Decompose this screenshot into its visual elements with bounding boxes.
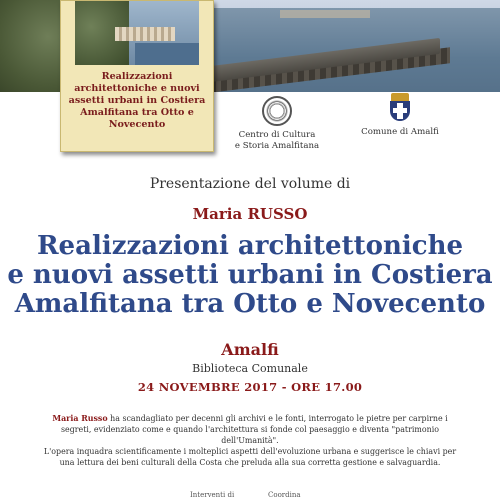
footer-label-speakers: Interventi di (190, 491, 235, 499)
title-line-1: Realizzazioni architettoniche (36, 231, 464, 261)
title-line-2: e nuovi assetti urbani in Costiera (7, 260, 493, 290)
presentation-line: Presentazione del volume di (149, 176, 351, 192)
centro-cultura-logo (232, 96, 322, 152)
event-venue: Biblioteca Comunale (192, 362, 308, 375)
description-paragraph-1 (40, 413, 460, 446)
book-photo-town (115, 27, 175, 41)
book-cover-photo (75, 1, 199, 65)
footer-label-moderator: Coordina (268, 491, 301, 499)
event-date: 24 NOVEMBRE 2017 - ORE 17.00 (137, 380, 363, 394)
description-text-1: ha scandagliato per decenni gli archivi e le fonti, interrogato le pietre per carpirne i segreti, evidenziato come e quando l'architettura si fonde col paesaggio e diventa "patrimonio dell'Umanità". (61, 414, 448, 445)
event-title (0, 232, 500, 319)
coat-of-arms-icon (389, 93, 411, 123)
author-name: Maria RUSSO (192, 205, 308, 223)
comune-amalfi-logo (350, 93, 450, 138)
book-cover (60, 0, 214, 152)
description-paragraph-2: L'opera inquadra scientificamente i molteplici aspetti dell'evoluzione urbana e suggerisce le chiavi per una lettura dei beni culturali della Costa che preluda alla sua corretta gestione e salvaguardia. (43, 447, 457, 467)
centro-cultura-line1: Centro di Cultura (238, 130, 316, 140)
banner-building (280, 10, 370, 18)
comune-amalfi-label: Comune di Amalfi (361, 127, 439, 137)
centro-cultura-line2: e Storia Amalfitana (234, 141, 320, 151)
book-cover-title: Realizzazioni architettoniche e nuovi assetti urbani in Costiera Amalfitana tra Otto e Novecento (68, 71, 206, 130)
event-city: Amalfi (221, 340, 279, 359)
description-author: Maria Russo (52, 414, 108, 423)
title-line-3: Amalfitana tra Otto e Novecento (14, 289, 486, 319)
book-photo-sea (135, 43, 199, 65)
seal-icon (262, 96, 292, 126)
